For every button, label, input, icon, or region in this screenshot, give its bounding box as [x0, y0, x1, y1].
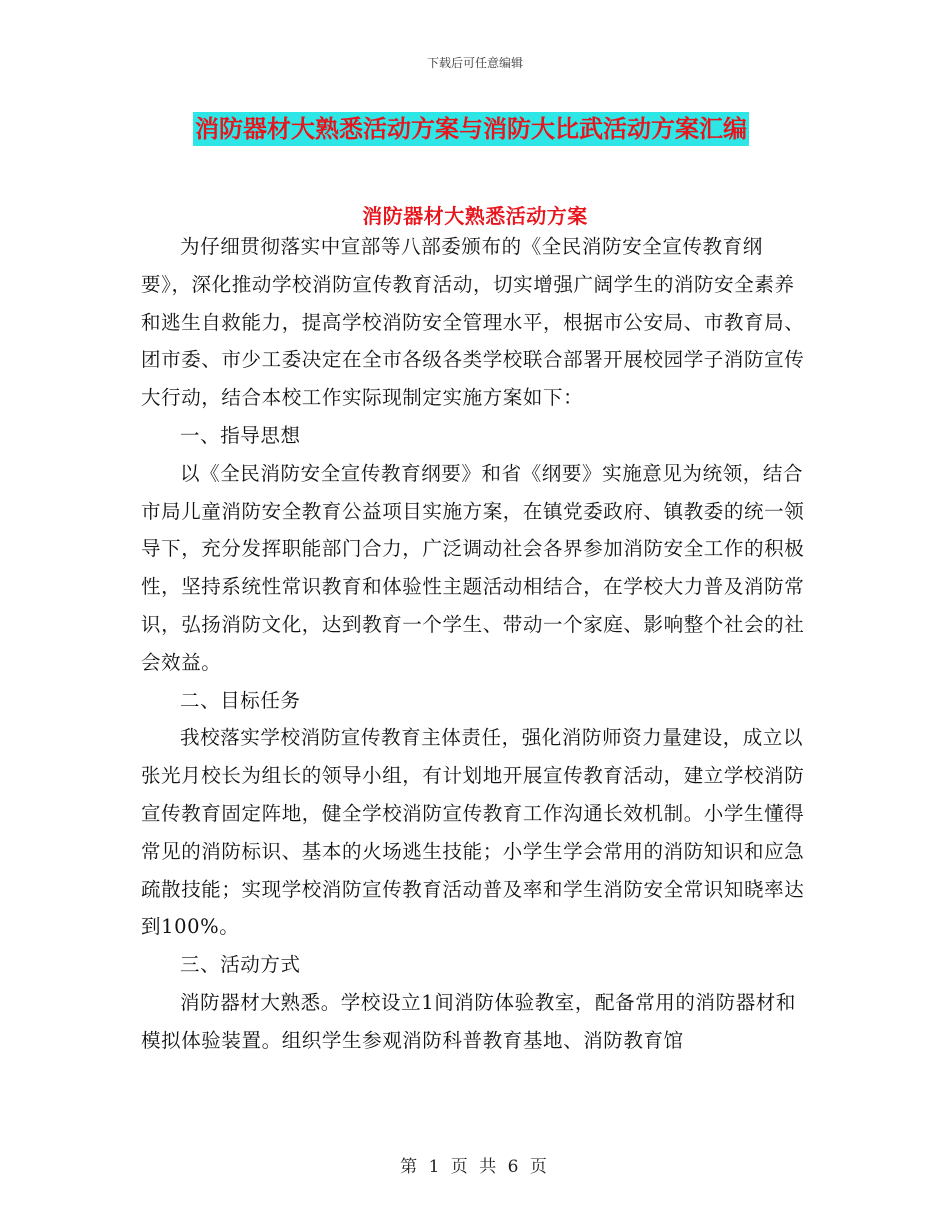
body-text [141, 228, 805, 1060]
section-title: 消防器材大熟悉活动方案 [362, 204, 588, 228]
main-title: 消防器材大熟悉活动方案与消防大比武活动方案汇编 [193, 112, 749, 146]
heading-guiding-ideology: 一、指导思想 [180, 423, 301, 447]
paragraph-intro: 为仔细贯彻落实中宣部等八部委颁布的《全民消防安全宣传教育纲要》，深化推动学校消防宣传教育活动，切实增强广阔学生的消防安全素养和逃生自救能力，提高学校消防安全管理水平，根据市公安局、市教育局、团市委、市少工委决定在全市各级各类学校联合部署开展校园学子消防宣传大行动，结合本校工作实际现制定实施方案如下： [141, 235, 805, 410]
heading-goals: 二、目标任务 [180, 688, 301, 712]
header-note: 下载后可任意编辑 [426, 56, 523, 70]
page-number: 第 1 页 共 6 页 [400, 1157, 550, 1177]
heading-activity-methods: 三、活动方式 [180, 953, 301, 977]
paragraph-guiding-ideology: 以《全民消防安全宣传教育纲要》和省《纲要》实施意见为统领，结合市局儿童消防安全教育公益项目实施方案，在镇党委政府、镇教委的统一领导下，充分发挥职能部门合力，广泛调动社会各界参加消防安全工作的积极性，坚持系统性常识教育和体验性主题活动相结合，在学校大力普及消防常识，弘扬消防文化，达到教育一个学生、带动一个家庭、影响整个社会的社会效益。 [141, 461, 805, 674]
paragraph-activity-methods: 消防器材大熟悉。学校设立1间消防体验教室，配备常用的消防器材和模拟体验装置。组织学生参观消防科普教育基地、消防教育馆 [141, 990, 797, 1052]
paragraph-goals: 我校落实学校消防宣传教育主体责任，强化消防师资力量建设，成立以张光月校长为组长的领导小组，有计划地开展宣传教育活动，建立学校消防宣传教育固定阵地，健全学校消防宣传教育工作沟通长效机制。小学生懂得常见的消防标识、基本的火场逃生技能；小学生学会常用的消防知识和应急疏散技能；实现学校消防宣传教育活动普及率和学生消防安全常识知晓率达到100%。 [141, 726, 805, 939]
